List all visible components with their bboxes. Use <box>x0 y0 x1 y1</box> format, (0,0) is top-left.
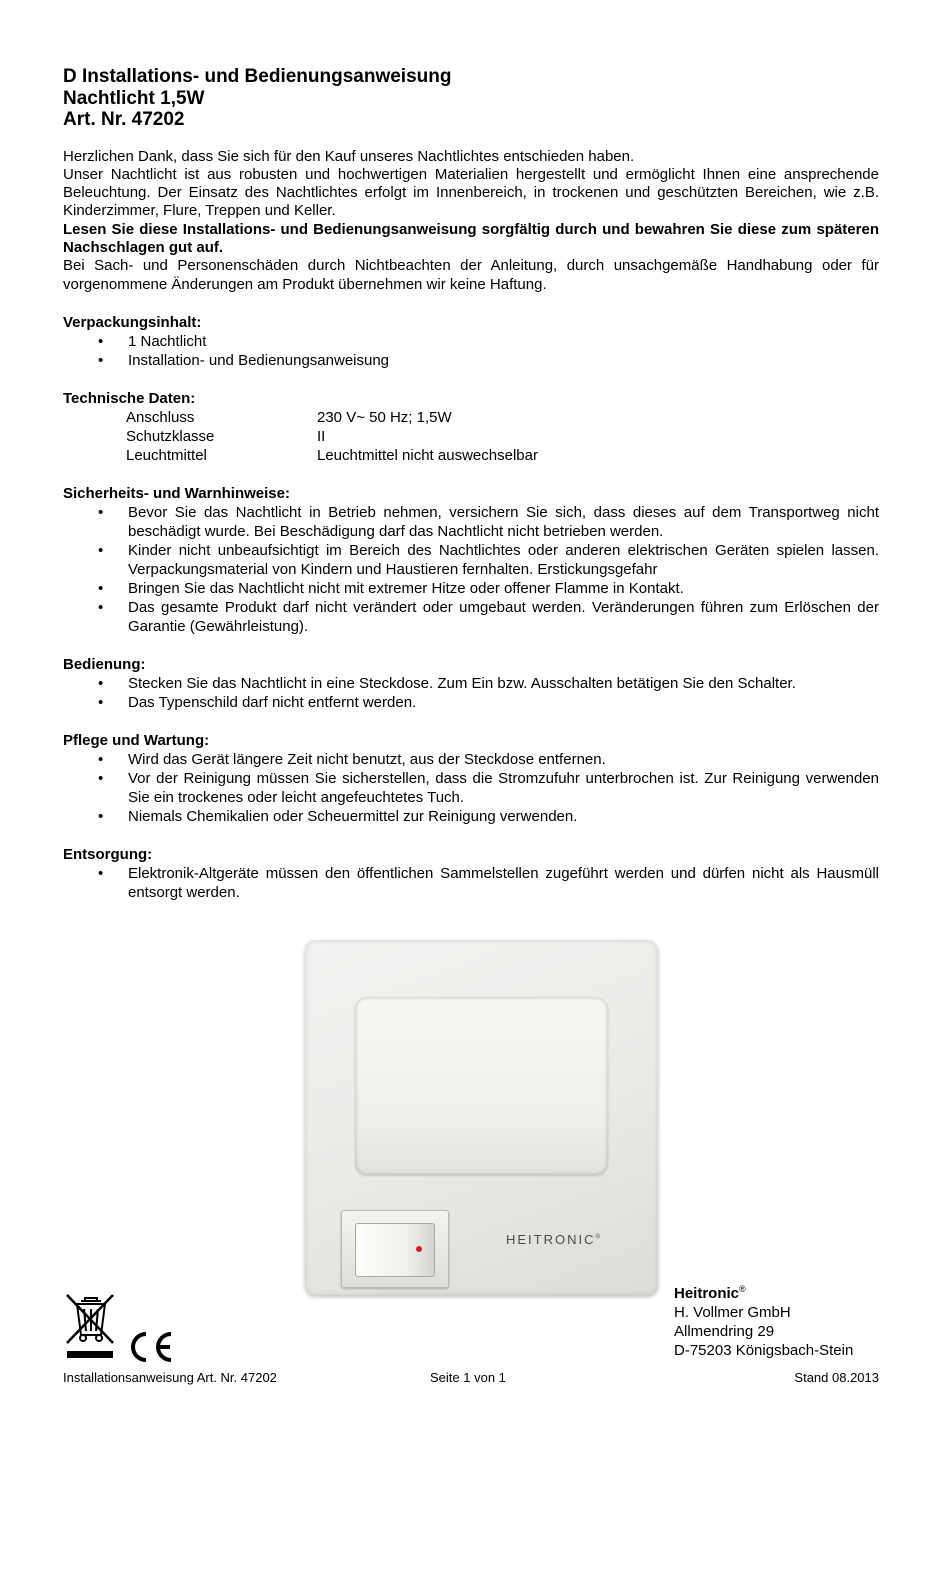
crossed-out-wheelie-bin-icon <box>63 1293 119 1359</box>
safety-heading: Sicherheits- und Warnhinweise: <box>63 484 290 502</box>
power-indicator-icon <box>416 1246 422 1252</box>
intro-read-notice: Lesen Sie diese Installations- und Bedienungsanweisung sorgfältig durch und bewahren Sie diese zum späteren Nachschlagen gut auf. <box>63 220 879 256</box>
tech-heading: Technische Daten: <box>63 389 196 407</box>
brand-label <box>506 1232 600 1247</box>
tech-value: Leuchtmittel nicht auswechselbar <box>317 446 538 464</box>
tech-row <box>63 408 879 427</box>
list-item: • Stecken Sie das Nachtlicht in eine Steckdose. Zum Ein bzw. Ausschalten betätigen Sie den Schalter. <box>63 674 879 693</box>
package-list <box>63 332 879 370</box>
doc-title-line-3: Art. Nr. 47202 <box>63 109 185 130</box>
operation-list <box>63 674 879 712</box>
list-item: • 1 Nachtlicht <box>63 332 879 351</box>
intro-thanks: Herzlichen Dank, dass Sie sich für den Kauf unseres Nachtlichtes entschieden haben. <box>63 147 635 165</box>
footer-date: Stand 08.2013 <box>794 1370 879 1385</box>
tech-key: Schutzklasse <box>126 427 215 445</box>
disposal-list <box>63 864 879 902</box>
switch-frame <box>345 1510 451 1586</box>
tech-row <box>63 427 879 446</box>
doc-title-line-2: Nachtlicht 1,5W <box>63 87 205 109</box>
care-list <box>63 750 879 826</box>
disposal-heading: Entsorgung: <box>63 845 153 863</box>
footer-doc-ref: Installationsanweisung Art. Nr. 47202 <box>63 1370 277 1385</box>
list-item: • Bevor Sie das Nachtlicht in Betrieb nehmen, versichern Sie sich, dass dieses auf dem Transportweg nicht beschädigt wurde. Bei Beschädigung darf das Nachtlicht nicht betrieben werden. <box>63 503 879 541</box>
company-line-2: Allmendring 29 <box>674 1323 775 1340</box>
intro-description: Unser Nachtlicht ist aus robusten und hochwertigen Materialien hergestellt und ermöglicht Ihnen eine ansprechende Beleuchtung. Der Einsatz des Nachtlichtes erfolgt im Innenbereich, in trockenen und geschützten Bereichen, wie z.B. Kinderzimmer, Flure, Treppen und Keller. <box>63 165 879 220</box>
company-line-3: D-75203 Königsbach-Stein <box>674 1342 854 1359</box>
list-item: • Installation- und Bedienungsanweisung <box>63 351 879 370</box>
tech-row <box>63 446 879 465</box>
tech-key: Leuchtmittel <box>126 446 207 464</box>
company-address <box>674 1280 853 1360</box>
light-lens <box>355 997 608 1175</box>
brand-text: HEITRONIC <box>506 1232 596 1247</box>
company-registered-mark: ® <box>739 1284 746 1294</box>
tech-key: Anschluss <box>126 408 195 426</box>
brand-registered-mark: ® <box>595 1234 600 1241</box>
list-item: • Das Typenschild darf nicht entfernt werden. <box>63 693 879 712</box>
footer-page-number: Seite 1 von 1 <box>430 1370 506 1385</box>
document-body <box>63 66 879 902</box>
switch-assembly <box>341 1210 449 1288</box>
list-item: • Das gesamte Produkt darf nicht verändert oder umgebaut werden. Veränderungen führen zum Erlöschen der Garantie (Gewährleistung). <box>63 598 879 636</box>
operation-heading: Bedienung: <box>63 655 146 673</box>
switch-toggle[interactable] <box>355 1223 435 1277</box>
tech-value: II <box>317 427 326 445</box>
list-item: • Bringen Sie das Nachtlicht nicht mit extremer Hitze oder offener Flamme in Kontakt. <box>63 579 879 598</box>
tech-value: 230 V~ 50 Hz; 1,5W <box>317 408 452 426</box>
intro-liability: Bei Sach- und Personenschäden durch Nichtbeachten der Anleitung, durch unsachgemäße Handhabung oder für vorgenommene Änderungen am Produkt übernehmen wir keine Haftung. <box>63 257 879 293</box>
page-footer <box>63 1370 879 1388</box>
doc-title-line-1: D Installations- und Bedienungsanweisung <box>63 66 452 87</box>
company-name: Heitronic <box>674 1285 740 1302</box>
company-name-line <box>674 1280 853 1303</box>
list-item: • Niemals Chemikalien oder Scheuermittel zur Reinigung verwenden. <box>63 807 879 826</box>
care-heading: Pflege und Wartung: <box>63 731 210 749</box>
package-heading: Verpackungsinhalt: <box>63 313 202 331</box>
company-line-1: H. Vollmer GmbH <box>674 1304 791 1321</box>
list-item: • Kinder nicht unbeaufsichtigt im Bereich des Nachtlichtes oder anderen elektrischen Geräten spielen lassen. Verpackungsmaterial von Kindern und Haustieren fernhalten. Erstickungsgefahr <box>63 541 879 579</box>
list-item: • Elektronik-Altgeräte müssen den öffentlichen Sammelstellen zugeführt werden und dürfen nicht als Hausmüll entsorgt werden. <box>63 864 879 902</box>
ce-mark-icon <box>125 1330 175 1364</box>
list-item: • Wird das Gerät längere Zeit nicht benutzt, aus der Steckdose entfernen. <box>63 750 879 769</box>
safety-list <box>63 503 879 636</box>
list-item: • Vor der Reinigung müssen Sie sicherstellen, dass die Stromzufuhr unterbrochen ist. Zur Reinigung verwenden Sie ein trockenes oder leicht angefeuchtetes Tuch. <box>63 769 879 807</box>
